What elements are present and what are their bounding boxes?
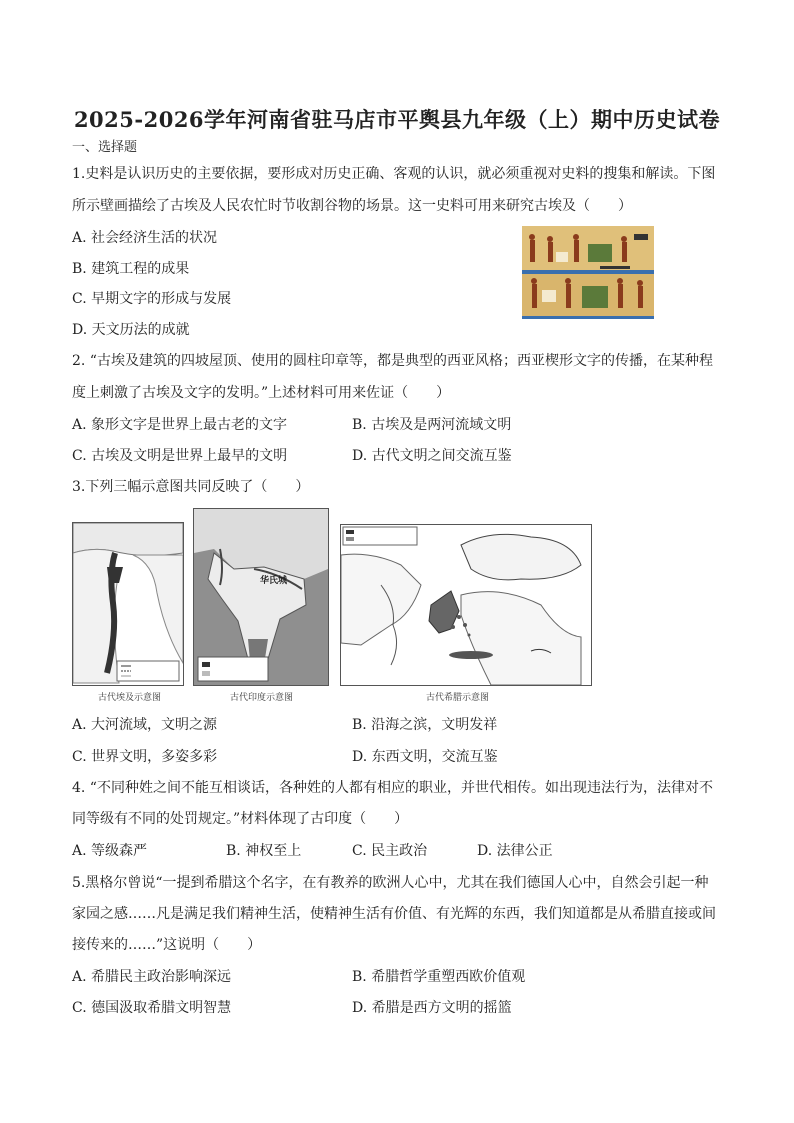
exam-title: 2025-2026学年河南省驻马店市平舆县九年级（上）期中历史试卷 — [73, 107, 721, 132]
q2-option-c[interactable]: C. 古埃及文明是世界上最早的文明 — [72, 448, 288, 464]
q3-option-a[interactable]: A. 大河流域，文明之源 — [72, 717, 218, 733]
q2-option-b[interactable]: B. 古埃及是两河流域文明 — [352, 417, 512, 433]
q5-option-a[interactable]: A. 希腊民主政治影响深远 — [72, 969, 232, 985]
q2-option-d[interactable]: D. 古代文明之间交流互鉴 — [352, 448, 512, 464]
q1-option-a[interactable]: A. 社会经济生活的状况 — [72, 230, 218, 246]
q5-option-b[interactable]: B. 希腊哲学重塑西欧价值观 — [352, 969, 526, 985]
q2-stem-line2: 度上刺激了古埃及文字的发明。”上述材料可用来佐证（ ） — [72, 385, 451, 401]
q4-option-a[interactable]: A. 等级森严 — [72, 843, 148, 859]
q4-option-c[interactable]: C. 民主政治 — [352, 843, 428, 859]
q3-option-d[interactable]: D. 东西文明，交流互鉴 — [352, 749, 498, 765]
q4-stem-line2: 同等级有不同的处罚规定。”材料体现了古印度（ ） — [72, 811, 409, 827]
q3-option-c[interactable]: C. 世界文明，多姿多彩 — [72, 749, 218, 765]
q3-stem: 3.下列三幅示意图共同反映了（ ） — [72, 479, 310, 495]
q1-stem-line2: 所示壁画描绘了古埃及人民农忙时节收割谷物的场景。这一史料可用来研究古埃及（ ） — [72, 198, 632, 214]
q2-stem-line1: 2. “古埃及建筑的四坡屋顶、使用的圆柱印章等，都是典型的西亚风格；西亚楔形文字的传播，在某种程 — [72, 353, 713, 369]
q5-stem-line3: 接传来的……”这说明（ ） — [72, 937, 262, 953]
q1-option-c[interactable]: C. 早期文字的形成与发展 — [72, 291, 232, 307]
q1-option-d[interactable]: D. 天文历法的成就 — [72, 322, 190, 338]
q4-option-b[interactable]: B. 神权至上 — [226, 843, 302, 859]
map1-caption: 古代埃及示意图 — [98, 693, 162, 703]
q4-option-d[interactable]: D. 法律公正 — [477, 843, 553, 859]
q3-option-b[interactable]: B. 沿海之滨，文明发祥 — [352, 717, 498, 733]
egyptian-harvest-fresco — [522, 226, 654, 319]
q5-stem-line1: 5.黑格尔曾说“一提到希腊这个名字，在有教养的欧洲人心中，尤其在我们德国人心中，自然会引起一种 — [72, 875, 709, 891]
q5-option-c[interactable]: C. 德国汲取希腊文明智慧 — [72, 1000, 232, 1016]
q5-option-d[interactable]: D. 希腊是西方文明的摇篮 — [352, 1000, 512, 1016]
q1-option-b[interactable]: B. 建筑工程的成果 — [72, 261, 190, 277]
map3-caption: 古代希腊示意图 — [426, 693, 490, 703]
map-ancient-india — [193, 508, 329, 686]
section-heading: 一、选择题 — [72, 140, 138, 155]
q2-option-a[interactable]: A. 象形文字是世界上最古老的文字 — [72, 417, 288, 433]
map2-caption: 古代印度示意图 — [230, 693, 294, 703]
q5-stem-line2: 家园之感……凡是满足我们精神生活，使精神生活有价值、有光辉的东西，我们知道都是从希腊直接或间 — [72, 906, 716, 922]
q1-stem-line1: 1.史料是认识历史的主要依据，要形成对历史正确、客观的认识，就必须重视对史料的搜集和解读。下图 — [72, 166, 716, 182]
map-ancient-egypt — [72, 522, 184, 686]
map-ancient-greece — [340, 524, 592, 686]
map2-city-label: 华氏城 — [260, 576, 288, 586]
q4-stem-line1: 4. “不同种姓之间不能互相谈话，各种姓的人都有相应的职业，并世代相传。如出现违法行为，法律对不 — [72, 780, 713, 796]
